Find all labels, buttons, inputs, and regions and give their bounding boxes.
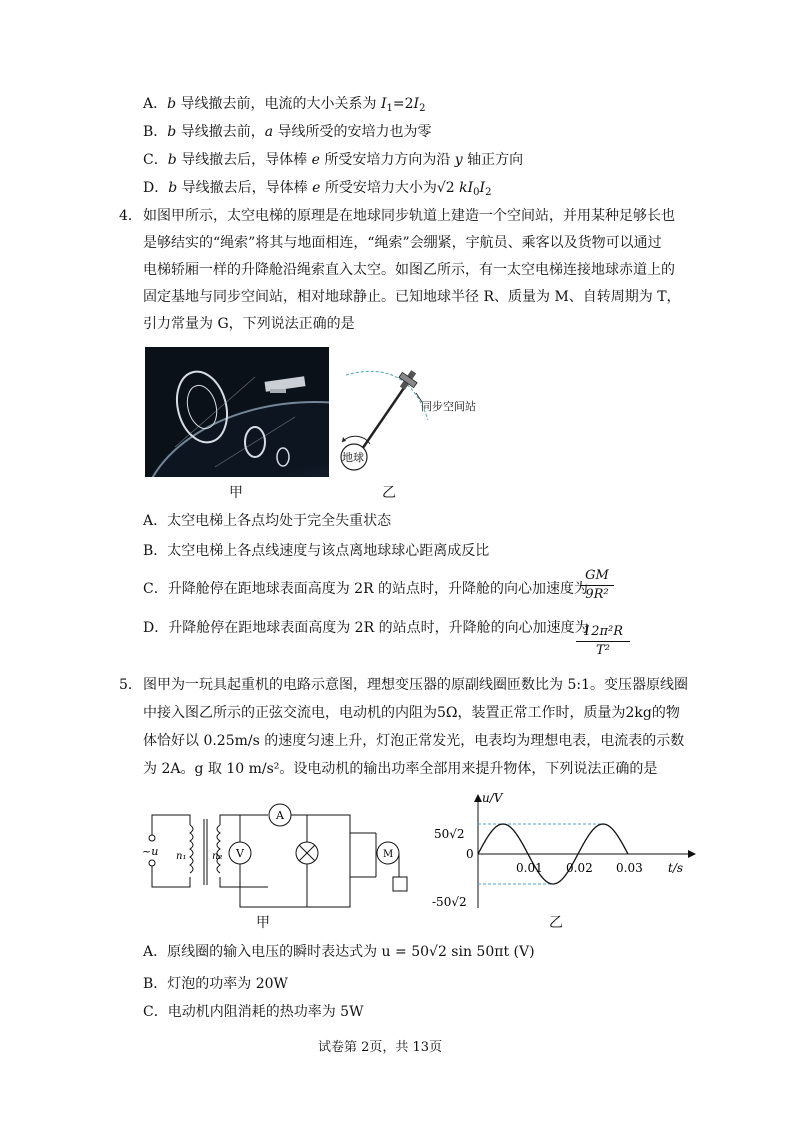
sub: 0	[473, 187, 480, 198]
text: 导线撤去前，电流的大小关系为	[176, 96, 381, 112]
q5-number: 5．	[119, 677, 142, 693]
option-letter: D．	[143, 180, 169, 196]
y-axis-arrow	[474, 794, 482, 802]
text: 所受安培力方向为沿	[319, 152, 455, 168]
q5-line-4: 为 2A。g 取 10 m/s²。设电动机的输出功率全部用来提升物体，下列说法正确的是	[143, 761, 658, 777]
var-e: e	[311, 152, 320, 168]
q4-option-d: D．升降舱停在距地球表面高度为 2R 的站点时，升降舱的向心加速度为	[143, 620, 589, 636]
q4-option-a: A．太空电梯上各点均处于完全失重状态	[143, 513, 392, 529]
sub: 1	[386, 103, 393, 114]
text: 导线撤去后，导体棒	[177, 180, 313, 196]
text: 所受安培力大小为	[320, 180, 437, 196]
space-elevator-photo	[145, 347, 329, 477]
var-i: I	[479, 180, 486, 196]
q5-line-1: 图甲为一玩具起重机的电路示意图，理想变压器的原副线圈匝数比为 5:1。变压器原线圈	[143, 677, 688, 693]
option-letter: B．	[143, 124, 168, 140]
q4-line-5: 引力常量为 G，下列说法正确的是	[143, 316, 355, 332]
option-letter: A．	[143, 96, 168, 112]
circuit-caption: 甲	[256, 915, 270, 931]
station-label: 同步空间站	[421, 400, 476, 413]
option-letter: C．	[143, 152, 168, 168]
x-tick-label: 0.03	[616, 861, 643, 875]
var-ki: kI	[454, 180, 474, 196]
denominator: T²	[596, 643, 610, 658]
q4-option-b: B．太空电梯上各点线速度与该点离地球球心距离成反比	[143, 543, 490, 559]
q5-option-c: C．电动机内阻消耗的热功率为 5W	[143, 1004, 364, 1020]
sub: 2	[485, 187, 492, 198]
q4-line-4: 固定基地与同步空间站，相对地球静止。已知地球半径 R、质量为 M、自转周期为 T，	[143, 289, 681, 305]
text: =2	[392, 96, 414, 112]
q3-option-c	[143, 150, 523, 170]
x-axis-label: t/s	[668, 861, 684, 875]
text: 轴正方向	[462, 152, 524, 168]
circuit-diagram	[140, 795, 430, 915]
q4-number: 4．	[119, 208, 142, 224]
page-footer: 试卷第 2页，共 13页	[318, 1040, 443, 1055]
x-tick-label: 0.02	[566, 861, 593, 875]
var-b: b	[168, 180, 178, 196]
motor-symbol: M	[383, 849, 394, 860]
q3-option-d	[143, 178, 491, 203]
y-tick-min: -50√2	[432, 895, 467, 909]
var-e: e	[312, 180, 321, 196]
var-y: y	[454, 152, 463, 168]
ammeter-symbol: A	[276, 809, 284, 822]
q4-line-2: 是够结实的“绳索”将其与地面相连，“绳索”会绷紧，宇航员、乘客以及货物可以通过	[143, 235, 662, 251]
y-tick-max: 50√2	[434, 827, 465, 841]
fraction-bar	[580, 585, 614, 586]
sqrt2: √2	[436, 180, 455, 196]
numerator: GM	[585, 568, 609, 583]
y-tick-zero: 0	[466, 847, 474, 861]
fraction-bar	[576, 641, 630, 642]
numerator: 12π²R	[582, 624, 624, 639]
var-b: b	[167, 152, 177, 168]
voltmeter-symbol: V	[236, 847, 244, 860]
q5-line-3: 体恰好以 0.25m/s 的速度匀速上升，灯泡正常发光，电表均为理想电表，电流表的示数	[143, 733, 685, 749]
q4-line-3: 电梯轿厢一样的升降舱沿绳索直入太空。如图乙所示，有一太空电梯连接地球赤道上的	[143, 262, 675, 278]
var-b: b	[167, 124, 177, 140]
q4-option-c: C．升降舱停在距地球表面高度为 2R 的站点时，升降舱的向心加速度为	[143, 581, 589, 597]
x-tick-label: 0.01	[516, 861, 543, 875]
var-i: I	[381, 96, 387, 112]
sub: 2	[419, 103, 426, 114]
x-axis-arrow	[688, 850, 696, 858]
figure-yi-caption: 乙	[382, 485, 396, 501]
source-label: ~u	[142, 845, 159, 858]
var-a: a	[264, 124, 274, 140]
figure-jia-caption: 甲	[229, 485, 243, 501]
q4-d-fraction	[576, 624, 630, 659]
var-b: b	[167, 96, 177, 112]
q4-c-fraction	[580, 568, 614, 603]
q5-option-b: B．灯泡的功率为 20W	[143, 976, 288, 992]
q5-line-2: 中接入图乙所示的正弦交流电，电动机的内阻为5Ω，装置正常工作时，质量为2kg的物	[143, 705, 680, 721]
var-i: I	[413, 96, 420, 112]
earth-label: 地球	[342, 451, 364, 464]
text: 导线撤去前，	[176, 124, 265, 140]
q4-line-1: 如图甲所示，太空电梯的原理是在地球同步轨道上建造一个空间站，并用某种足够长也	[143, 208, 675, 224]
y-axis-label: u/V	[482, 791, 503, 805]
q3-option-b	[143, 122, 432, 142]
text: 导线所受的安培力也为零	[273, 124, 432, 140]
n2-label: n₂	[212, 851, 223, 862]
q3-option-a	[143, 94, 425, 119]
graph-caption: 乙	[549, 915, 563, 931]
voltage-graph	[430, 790, 700, 915]
q5-option-a: A．原线圈的输入电压的瞬时表达式为 u = 50√2 sin 50πt (V)	[143, 944, 535, 960]
n1-label: n₁	[176, 851, 187, 862]
text: 导线撤去后，导体棒	[176, 152, 312, 168]
x-ticks	[516, 861, 643, 875]
denominator: 9R²	[585, 587, 609, 602]
